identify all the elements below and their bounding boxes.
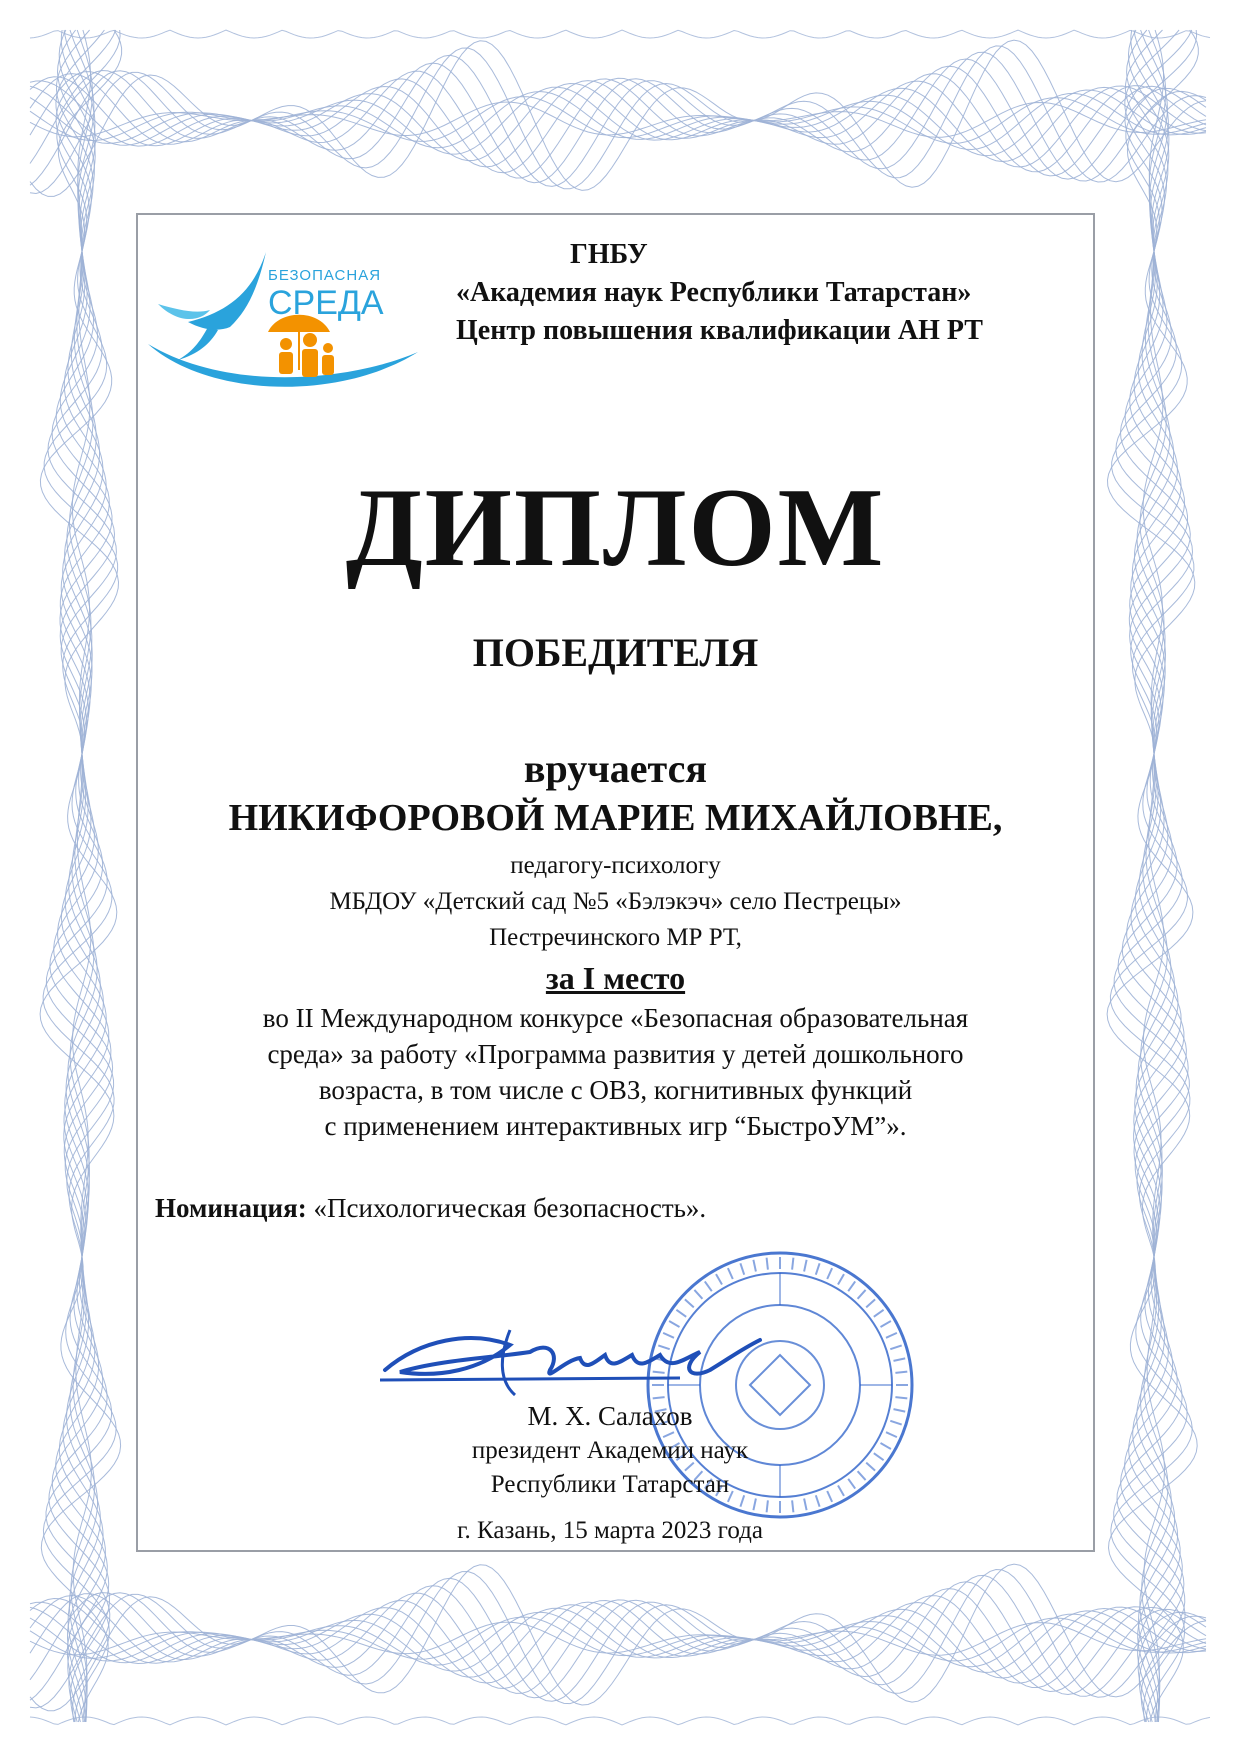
recipient-institution: МБДОУ «Детский сад №5 «Бэлэкэч» село Пестрецы» [329,888,902,915]
bird-wing [158,304,210,319]
description-line: с применением интерактивных игр “БыстроУМ”». [324,1111,907,1141]
recipient-name: НИКИФОРОВОЙ МАРИЕ МИХАЙЛОВНЕ, [228,797,1003,839]
signer-title: президент Академии наук [471,1437,749,1464]
issuer-line3: Центр повышения квалификации АН РТ [456,315,983,346]
recipient-role: педагогу-психологу [510,852,721,879]
nomination [155,1190,706,1226]
award-place: за I место [545,960,686,996]
place-date: г. Казань, 15 марта 2023 года [457,1517,763,1544]
description-line: во II Международном конкурсе «Безопасная образовательная [262,1003,969,1033]
nomination-label: Номинация: [155,1193,307,1223]
bird-tail [178,327,218,360]
logo-line2: СРЕДА [268,284,384,322]
award-description [136,1000,1095,1144]
recipient-district: Пестречинского МР РТ, [489,924,742,951]
signer-name: М. Х. Салахов [527,1401,693,1431]
issuer-line1: ГНБУ [570,239,648,270]
issuer-header [436,236,1096,350]
diploma-title: ДИПЛОМ [345,466,886,590]
adult-figure [303,333,317,347]
issuer-line2: «Академия наук Республики Татарстан» [456,277,972,308]
diploma-subtitle: ПОБЕДИТЕЛЯ [472,630,759,675]
description-line: среда» за работу «Программа развития у детей дошкольного [267,1039,964,1069]
logo-line1: БЕЗОПАСНАЯ [268,267,382,284]
signer-org: Республики Татарстан [490,1471,730,1498]
description-line: возраста, в том числе с ОВЗ, когнитивных функций [318,1075,913,1105]
nomination-value: «Психологическая безопасность». [313,1193,707,1223]
child-figure [280,338,292,350]
bird-icon [188,252,266,330]
awarded-text: вручается [523,746,708,791]
